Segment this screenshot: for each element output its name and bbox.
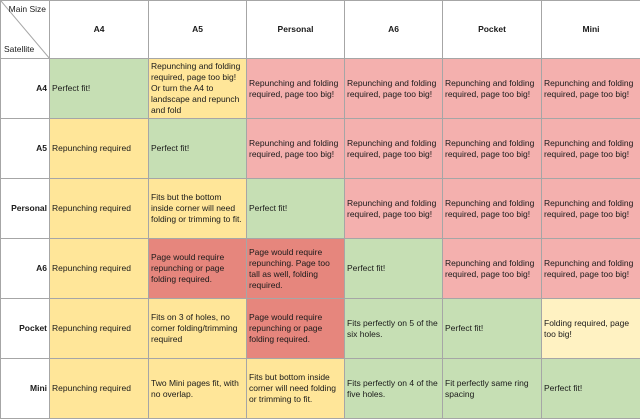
main-size-label: Main Size <box>9 4 46 15</box>
header-row <box>1 1 640 59</box>
table-cell: Perfect fit! <box>247 179 345 239</box>
row-header-a5: A5 <box>1 119 50 179</box>
row-header-a6: A6 <box>1 239 50 299</box>
table-cell: Repunching required <box>50 239 149 299</box>
table-row <box>1 359 640 419</box>
table-cell: Repunching and folding required, page too big! <box>443 239 542 299</box>
table-cell: Repunching and folding required, page too big! <box>443 179 542 239</box>
table-cell: Repunching and folding required, page too big! <box>247 59 345 119</box>
row-header-a4: A4 <box>1 59 50 119</box>
table-cell: Fits but bottom inside corner will need folding or trimming to fit. <box>247 359 345 419</box>
table-cell: Perfect fit! <box>149 119 247 179</box>
column-header-mini: Mini <box>542 1 640 59</box>
row-header-pocket: Pocket <box>1 299 50 359</box>
row-header-mini: Mini <box>1 359 50 419</box>
table-cell: Repunching and folding required, page too big! <box>443 59 542 119</box>
table-cell: Repunching and folding required, page too big! <box>542 239 640 299</box>
table-cell: Repunching and folding required, page too big! <box>542 119 640 179</box>
column-header-a4: A4 <box>50 1 149 59</box>
table-row <box>1 299 640 359</box>
column-header-pocket: Pocket <box>443 1 542 59</box>
table-row <box>1 179 640 239</box>
table-cell: Page would require repunching or page folding required. <box>247 299 345 359</box>
column-header-a6: A6 <box>345 1 443 59</box>
table-cell: Repunching required <box>50 119 149 179</box>
table-cell: Repunching and folding required, page too big! <box>345 119 443 179</box>
table-cell: Folding required, page too big! <box>542 299 640 359</box>
satellite-label: Satellite <box>4 44 34 55</box>
table-body <box>1 1 640 419</box>
table-cell: Two Mini pages fit, with no overlap. <box>149 359 247 419</box>
table-cell: Repunching and folding required, page too big! <box>542 179 640 239</box>
table-cell: Perfect fit! <box>443 299 542 359</box>
table-cell: Repunching required <box>50 359 149 419</box>
table-cell: Repunching and folding required, page too big! <box>443 119 542 179</box>
corner-cell <box>1 1 50 59</box>
table-cell: Fits perfectly on 4 of the five holes. <box>345 359 443 419</box>
table-cell: Repunching and folding required, page too big! <box>345 59 443 119</box>
column-header-personal: Personal <box>247 1 345 59</box>
table-row <box>1 239 640 299</box>
table-cell: Repunching required <box>50 299 149 359</box>
column-header-a5: A5 <box>149 1 247 59</box>
table-cell: Perfect fit! <box>542 359 640 419</box>
table-cell: Fits but the bottom inside corner will need folding or trimming to fit. <box>149 179 247 239</box>
table-cell: Perfect fit! <box>50 59 149 119</box>
table-cell: Repunching and folding required, page too big! <box>345 179 443 239</box>
table-cell: Repunching and folding required, page too big! <box>542 59 640 119</box>
table-cell: Fit perfectly same ring spacing <box>443 359 542 419</box>
table-cell: Fits perfectly on 5 of the six holes. <box>345 299 443 359</box>
table-row <box>1 119 640 179</box>
table-cell: Repunching required <box>50 179 149 239</box>
table-cell: Fits on 3 of holes, no corner folding/trimming required <box>149 299 247 359</box>
table-cell: Repunching and folding required, page too big! Or turn the A4 to landscape and repunch and fold <box>149 59 247 119</box>
table-cell: Page would require repunching. Page too tall as well, folding required. <box>247 239 345 299</box>
row-header-personal: Personal <box>1 179 50 239</box>
table-cell: Repunching and folding required, page too big! <box>247 119 345 179</box>
table-row <box>1 59 640 119</box>
table-cell: Perfect fit! <box>345 239 443 299</box>
table-cell: Page would require repunching or page folding required. <box>149 239 247 299</box>
